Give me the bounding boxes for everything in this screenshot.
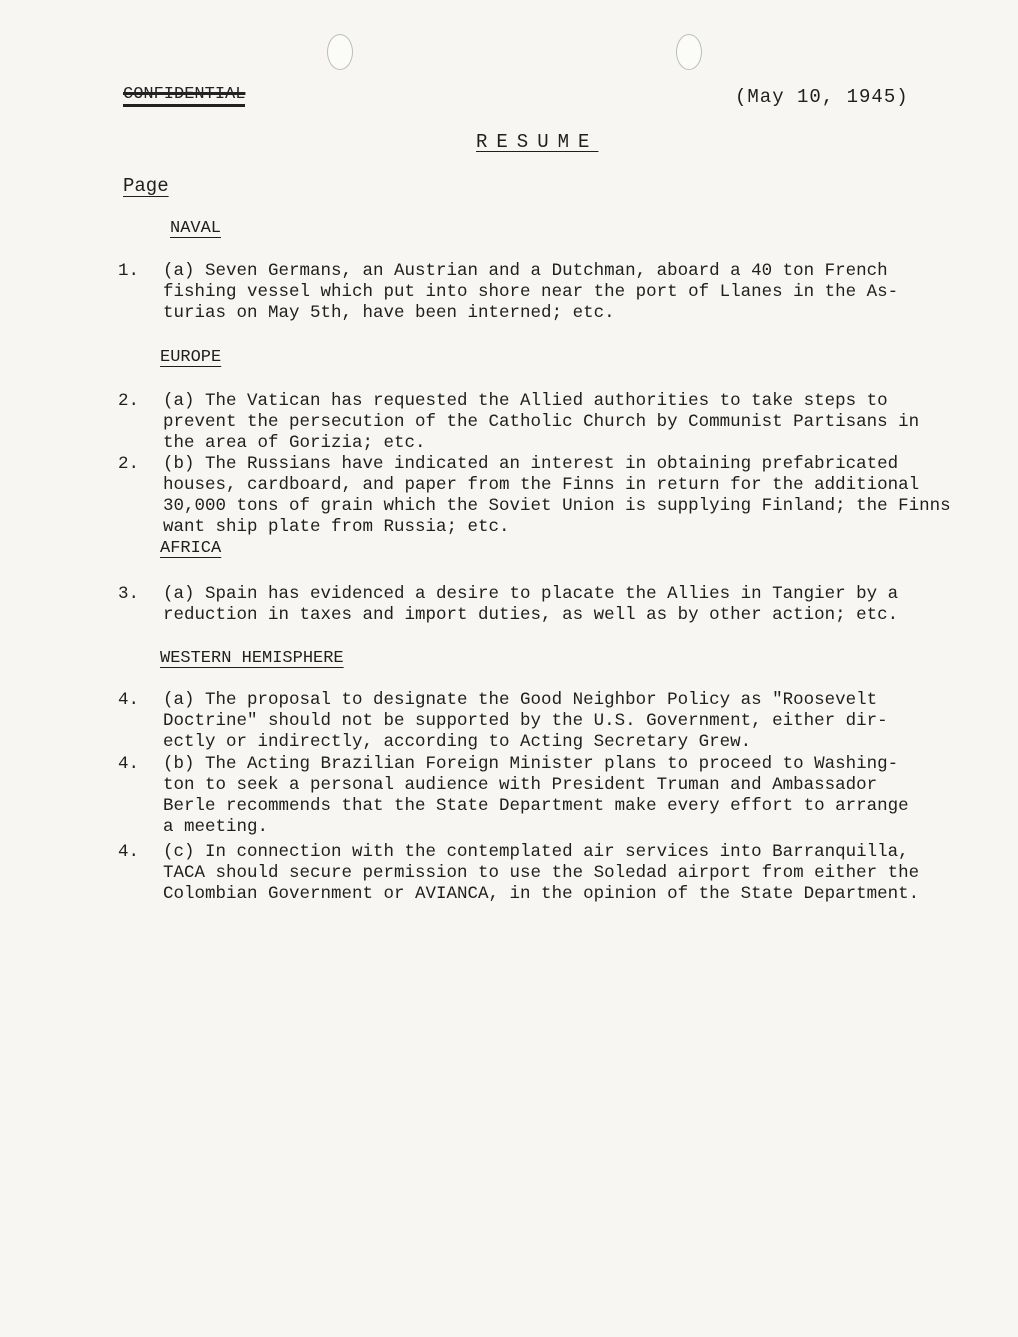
item-number: 3. <box>118 584 140 604</box>
item-text: (a) The Vatican has requested the Allied authorities to take steps to prevent the persecution of the Catholic Church by Communist Partisans in the area of Gorizia; etc. <box>163 391 920 453</box>
item-number: 1. <box>118 261 140 281</box>
page-label: Page <box>123 175 169 197</box>
item-text: (b) The Acting Brazilian Foreign Minister plans to proceed to Washing- ton to seek a personal audience with President Truman and Ambassador Berle recommends that the State Department make every effort to arrange a meeting. <box>163 754 909 837</box>
section-heading-naval: NAVAL <box>170 219 222 238</box>
item-number: 4. <box>118 754 140 774</box>
section-heading-europe: EUROPE <box>160 348 222 367</box>
section-heading-africa: AFRICA <box>160 539 222 558</box>
punch-hole-right <box>676 34 702 70</box>
item-text: (c) In connection with the contemplated air services into Barranquilla, TACA should secure permission to use the Soledad airport from either the Colombian Government or AVIANCA, in the opinion of the State Department. <box>163 842 920 904</box>
section-heading-western-hemisphere: WESTERN HEMISPHERE <box>160 649 344 668</box>
item-number: 2. <box>118 391 140 411</box>
item-text: (a) Seven Germans, an Austrian and a Dutchman, aboard a 40 ton French fishing vessel which put into shore near the port of Llanes in the As- turias on May 5th, have been interned; etc. <box>163 261 899 323</box>
punch-hole-left <box>327 34 353 70</box>
item-number: 2. <box>118 454 140 474</box>
item-number: 4. <box>118 842 140 862</box>
item-text: (a) Spain has evidenced a desire to placate the Allies in Tangier by a reduction in taxes and import duties, as well as by other action; etc. <box>163 584 899 625</box>
item-text: (b) The Russians have indicated an interest in obtaining prefabricated houses, cardboard, and paper from the Finns in return for the additional 30,000 tons of grain which the Soviet Union is supplying Finland; the Finns want ship plate from Russia; etc. <box>163 454 951 537</box>
document-title: RESUME <box>476 131 599 153</box>
document-date: (May 10, 1945) <box>735 86 909 108</box>
item-number: 4. <box>118 690 140 710</box>
confidential-stamp: CONFIDENTIAL <box>123 86 245 107</box>
item-text: (a) The proposal to designate the Good Neighbor Policy as "Roosevelt Doctrine" should not be supported by the U.S. Government, either dir- ectly or indirectly, according to Acting Secretary Grew. <box>163 690 888 752</box>
